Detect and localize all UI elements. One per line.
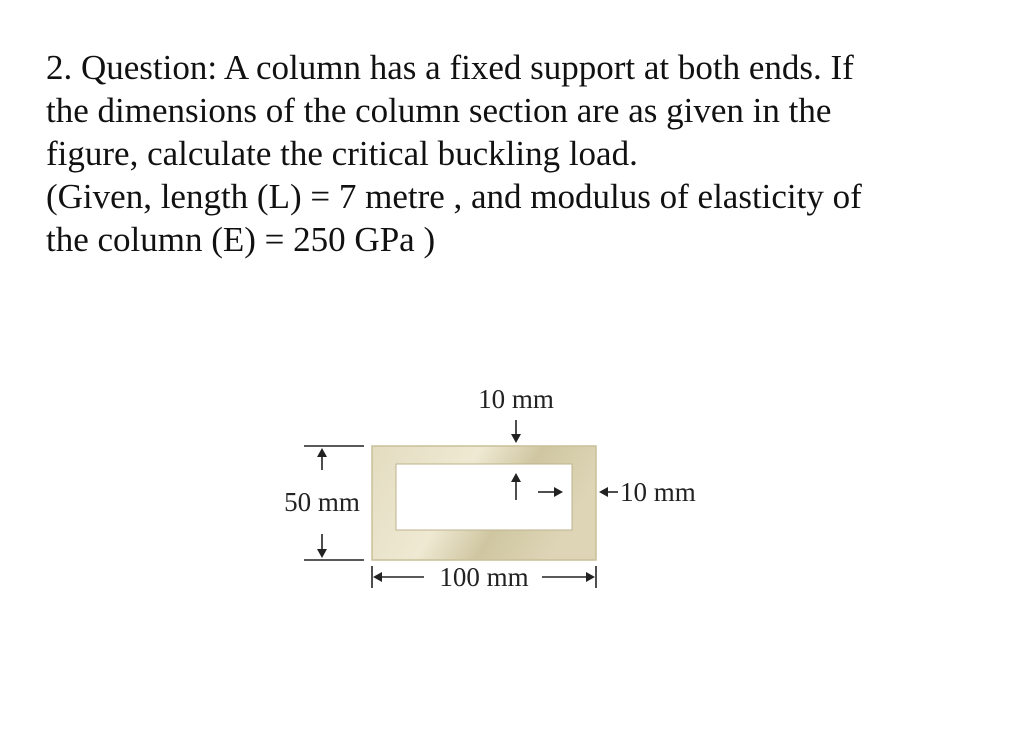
question-text [46, 46, 986, 261]
section-hollow [396, 464, 572, 530]
top-thickness-label: 10 mm [478, 384, 554, 414]
side-thickness-label: 10 mm [620, 477, 696, 507]
column-section-figure [260, 370, 740, 610]
question-line-1: 2. Question: A column has a fixed support at both ends. If [46, 48, 854, 87]
width-label: 100 mm [439, 562, 529, 592]
question-line-3: figure, calculate the critical buckling load. [46, 134, 638, 173]
question-line-5: the column (E) = 250 GPa ) [46, 220, 436, 259]
height-label: 50 mm [284, 487, 360, 517]
section-diagram [260, 370, 740, 610]
question-line-4: (Given, length (L) = 7 metre , and modulus of elasticity of [46, 177, 862, 216]
question-line-2: the dimensions of the column section are as given in the [46, 91, 832, 130]
